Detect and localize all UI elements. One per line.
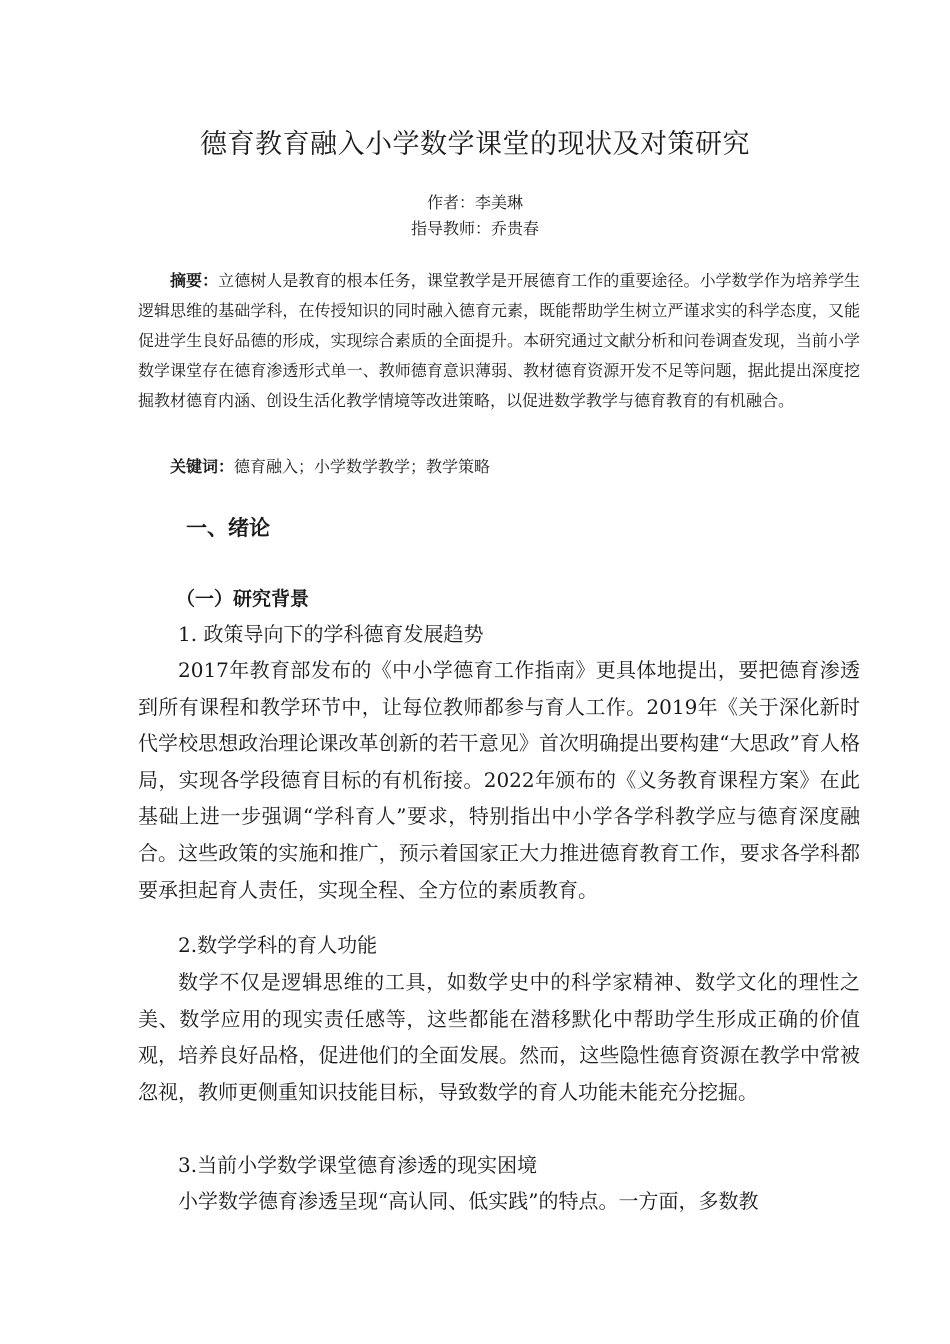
item-title-2: [138, 927, 860, 964]
item-title-2-text: 2.数学学科的育人功能: [178, 933, 378, 957]
paragraph-2: [138, 964, 860, 1110]
author-block: [0, 190, 950, 242]
subsection-heading: （一）研究背景: [176, 588, 310, 610]
item-title-3: [138, 1147, 860, 1184]
paragraph-1: [138, 652, 860, 908]
abstract: [138, 266, 860, 416]
author-label: 作者：: [426, 193, 475, 212]
author-name: 李美琳: [475, 193, 524, 212]
abstract-label: 摘要：: [170, 271, 219, 290]
keywords: [138, 452, 860, 482]
item-title-1: [138, 616, 860, 653]
advisor-name: 乔贵春: [491, 219, 540, 238]
abstract-text: 立德树人是教育的根本任务，课堂教学是开展德育工作的重要途径。小学数学作为培养学生逻辑思维的基础学科，在传授知识的同时融入德育元素，既能帮助学生树立严谨求实的科学态度，又能促进学生良好品德的形成，实现综合素质的全面提升。本研究通过文献分析和问卷调查发现，当前小学数学课堂存在德育渗透形式单一、教师德育意识薄弱、教材德育资源开发不足等问题，据此提出深度挖掘教材德育内涵、创设生活化教学情境等改进策略，以促进数学教学与德育教育的有机融合。: [138, 271, 860, 410]
section-heading: 一、绪论: [186, 516, 270, 540]
author-line: [0, 190, 950, 216]
advisor-line: [0, 216, 950, 242]
paper-title: 德育教育融入小学数学课堂的现状及对策研究: [200, 129, 750, 160]
paragraph-1-text: 2017年教育部发布的《中小学德育工作指南》更具体地提出，要把德育渗透到所有课程和教学环节中，让每位教师都参与育人工作。2019年《关于深化新时代学校思想政治理论课改革创新的若干意见》首次明确提出要构建“大思政”育人格局，实现各学段德育目标的有机衔接。2022年颁布的《义务教育课程方案》在此基础上进一步强调“学科育人”要求，特别指出中小学各学科教学应与德育深度融合。这些政策的实施和推广，预示着国家正大力推进德育教育工作，要求各学科都要承担起育人责任，实现全程、全方位的素质教育。: [138, 658, 860, 902]
paragraph-3: [138, 1183, 860, 1220]
item-title-1-text: 1. 政策导向下的学科德育发展趋势: [178, 622, 484, 646]
advisor-label: 指导教师：: [410, 219, 491, 238]
item-title-3-text: 3.当前小学数学课堂德育渗透的现实困境: [178, 1153, 538, 1177]
keywords-label: 关键词：: [170, 457, 235, 476]
keywords-text: 德育融入；小学数学教学；教学策略: [234, 457, 491, 476]
paragraph-3-text: 小学数学德育渗透呈现“高认同、低实践”的特点。一方面，多数教: [178, 1189, 759, 1213]
paragraph-2-text: 数学不仅是逻辑思维的工具，如数学史中的科学家精神、数学文化的理性之美、数学应用的现实责任感等，这些都能在潜移默化中帮助学生形成正确的价值观，培养良好品格，促进他们的全面发展。然而，这些隐性德育资源在教学中常被忽视，教师更侧重知识技能目标，导致数学的育人功能未能充分挖掘。: [138, 970, 860, 1104]
